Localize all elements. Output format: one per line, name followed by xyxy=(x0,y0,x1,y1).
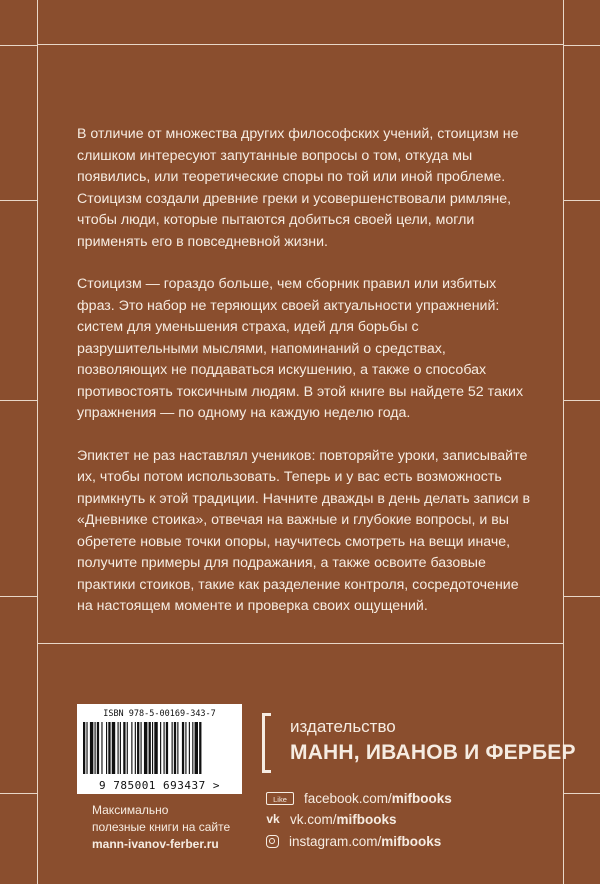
publisher-label: издательство xyxy=(290,717,396,736)
publisher-website[interactable]: mann-ivanov-ferber.ru xyxy=(92,837,219,851)
promo-line-1: Максимально xyxy=(92,803,169,817)
facebook-like-icon: Like xyxy=(266,792,294,805)
left-edge-tick xyxy=(0,200,37,201)
instagram-handle: mifbooks xyxy=(381,833,442,849)
facebook-handle: mifbooks xyxy=(391,790,452,806)
facebook-prefix: facebook.com/ xyxy=(304,790,392,806)
instagram-link[interactable] xyxy=(266,831,441,851)
paragraph-3: Эпиктет не раз наставлял учеников: повторяйте уроки, записывайте их, чтобы потом использовать. Теперь и у вас есть возможность примкнуть к этой традиции. Начните дважды в день делать записи в «Дневнике стоика», отвечая на важные и глубокие вопросы, и вы обретете новые точки опоры, научитесь смотреть на вещи иначе, получите примеры для подражания, а также освоите базовые практики стоиков, такие как разделение контроля, сосредоточение на настоящем моменте и проверка своих ощущений. xyxy=(77,447,531,614)
paragraph-2: Стоицизм — гораздо больше, чем сборник правил или избитых фраз. Это набор не теряющих своей актуальности упражнений: систем для уменьшения страха, идей для борьбы с разрушительными мыслями, напоминаний о средствах, позволяющих не поддаваться искушению, а также о способах противостоять токсичным людям. В этой книге вы найдете 52 таких упражнения — по одному на каждую неделю года. xyxy=(77,276,524,421)
bracket-icon xyxy=(262,713,271,773)
right-edge-tick xyxy=(564,45,600,46)
right-edge-tick xyxy=(564,200,600,201)
right-edge-tick xyxy=(564,596,600,597)
paragraph-1: В отличие от множества других философских учений, стоицизм не слишком интересуют запутанные вопросы о том, откуда мы появились, или теоретические споры по той или иной проблеме. Стоицизм создали древние греки и усовершенствовали римляне, чтобы люди, которые пытаются добиться своей цели, могли применять его в повседневной жизни. xyxy=(77,126,519,250)
bottom-frame-line xyxy=(37,643,564,644)
left-frame-line xyxy=(37,0,38,884)
instagram-prefix: instagram.com/ xyxy=(289,833,382,849)
barcode-digits: 9 785001 693437 > xyxy=(98,779,221,792)
isbn-barcode xyxy=(77,704,242,794)
promo-line-2: полезные книги на сайте xyxy=(92,820,231,834)
facebook-link[interactable] xyxy=(266,788,452,808)
back-cover-text xyxy=(77,124,532,639)
right-edge-tick xyxy=(564,400,600,401)
vk-icon: vk xyxy=(266,812,280,826)
left-edge-tick xyxy=(0,596,37,597)
publisher-name: МАНН, ИВАНОВ И ФЕРБЕР xyxy=(290,741,576,764)
vk-prefix: vk.com/ xyxy=(290,811,337,827)
left-edge-tick xyxy=(0,45,37,46)
instagram-icon xyxy=(266,835,279,848)
vk-link[interactable] xyxy=(266,809,397,829)
isbn-number: ISBN 978-5-00169-343-7 xyxy=(103,709,216,719)
top-frame-line xyxy=(37,44,564,45)
left-edge-tick xyxy=(0,400,37,401)
promo-text xyxy=(92,802,262,853)
vk-handle: mifbooks xyxy=(336,811,397,827)
right-edge-tick xyxy=(564,793,600,794)
barcode-bars xyxy=(83,722,236,774)
left-edge-tick xyxy=(0,793,37,794)
